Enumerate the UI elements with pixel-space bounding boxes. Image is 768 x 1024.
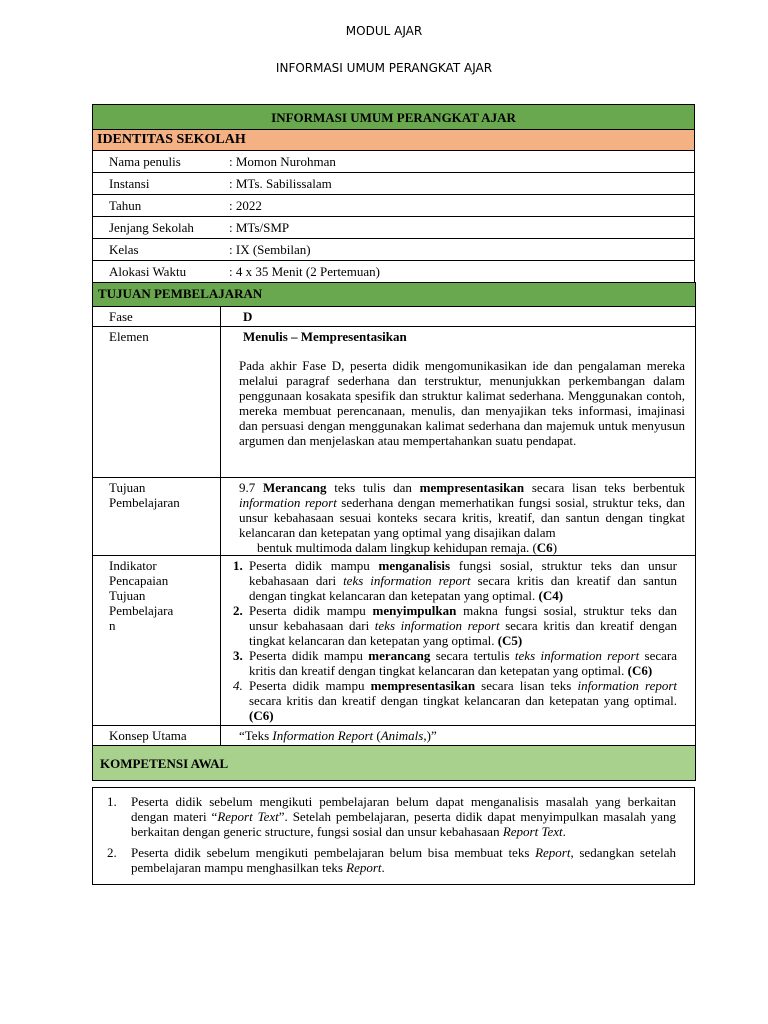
konsep-value: [221, 726, 696, 746]
table-row: [93, 556, 696, 726]
item-text: Peserta didik mampu: [249, 603, 373, 618]
item-number: 1.: [233, 558, 243, 573]
doc-title: MODUL AJAR: [345, 24, 423, 38]
tp-text: teks tulis dan: [326, 480, 420, 495]
row-value: : MTs/SMP: [229, 220, 290, 235]
item-text: .: [381, 860, 385, 875]
item-text: Peserta didik sebelum mengikuti pembelajaran belum dapat menganalisis masalah yang berkaitan dengan materi “: [131, 794, 676, 824]
row-value: : 4 x 35 Menit (2 Pertemuan): [229, 264, 380, 279]
item-text: Peserta didik mampu: [249, 678, 371, 693]
row-label: Kelas: [109, 242, 139, 257]
tp-verb: Merancang: [263, 480, 327, 495]
indikator-label-line: Pencapaian: [109, 573, 169, 588]
indikator-label-line: Pembelajara: [109, 603, 174, 618]
row-value: : 2022: [229, 198, 262, 213]
tp-text: secara lisan teks berbentuk: [524, 480, 686, 495]
tp-verb: mempresentasikan: [419, 480, 525, 495]
item-number: 3.: [233, 648, 243, 663]
elemen-value: Menulis – Mempresentasikan: [243, 329, 407, 344]
tp-label-line: Pembelajaran: [109, 495, 180, 510]
tp-italic: information report: [239, 495, 337, 510]
elemen-description: Pada akhir Fase D, peserta didik mengomunikasikan ide dan pengalaman mereka melalui paragraf sederhana dan terstruktur, menunjukkan perkembangan dalam penggunaan kosakata spesifik dan struktur kalimat sederhana. Menggunakan contoh, mereka membuat perencanaan, menulis, dan menyajikan teks informasi, imajinasi dan persuasi dengan menggunakan kalimat sederhana dan majemuk untuk menyusun argumen dan menjelaskan atau mempertahankan suatu pendapat.: [239, 358, 685, 448]
item-italic: teks information report: [374, 618, 500, 633]
tp-number: 9.7: [239, 480, 263, 495]
item-italic: Report: [535, 845, 571, 860]
item-code: (C4): [538, 588, 564, 603]
table-row: [93, 239, 695, 261]
item-number: 2.: [233, 603, 243, 618]
table-row: [93, 726, 696, 746]
kompetensi-heading: KOMPETENSI AWAL: [93, 746, 696, 781]
table-row: [93, 217, 695, 239]
item-text: makna fungsi sosial, struktur teks dan unsur kebahasaan dari: [249, 603, 677, 633]
item-verb: menyimpulkan: [372, 603, 457, 618]
table-row: [93, 327, 696, 478]
item-text: secara tertulis: [430, 648, 515, 663]
item-italic: Report: [346, 860, 382, 875]
item-text: secara kritis dan kreatif dan santun dengan tingkat kelancaran dan ketepatan yang optimal.: [249, 573, 678, 603]
identitas-table: [92, 104, 695, 283]
table-row: [93, 261, 695, 283]
item-verb: merancang: [368, 648, 431, 663]
item-text: Peserta didik sebelum mengikuti pembelajaran belum bisa membuat teks: [131, 845, 536, 860]
tujuan-heading: TUJUAN PEMBELAJARAN: [93, 283, 696, 307]
konsep-text: (: [373, 728, 381, 743]
row-value: : IX (Sembilan): [229, 242, 311, 257]
row-label: Nama penulis: [109, 154, 181, 169]
tujuan-pembelajaran-last-line: [239, 540, 685, 555]
konsep-italic: Animals: [380, 728, 424, 743]
item-text: .: [562, 824, 566, 839]
item-number: 4.: [233, 678, 243, 693]
row-label: Alokasi Waktu: [109, 264, 187, 279]
konsep-text: “Teks: [239, 728, 273, 743]
item-italic: Report Text: [217, 809, 279, 824]
elemen-label: Elemen: [93, 327, 221, 478]
table-row: [93, 307, 696, 327]
identitas-heading: IDENTITAS SEKOLAH: [93, 130, 695, 151]
row-value: : MTs. Sabilissalam: [229, 176, 332, 191]
kompetensi-table: [92, 787, 695, 885]
item-code: (C6): [627, 663, 653, 678]
indikator-label-line: Tujuan: [109, 588, 146, 603]
indikator-label-line: Indikator: [109, 558, 157, 573]
list-item: [233, 603, 677, 648]
item-text: secara kritis dan kreatif dengan tingkat kelancaran dan ketepatan yang optimal.: [249, 648, 677, 678]
list-item: [107, 794, 676, 839]
row-label: Instansi: [109, 176, 150, 191]
item-number: 2.: [107, 845, 117, 860]
item-text: fungsi sosial, struktur teks dan unsur kebahasaan dari: [249, 558, 677, 588]
fase-label: Fase: [93, 307, 221, 327]
tp-label-line: Tujuan: [109, 480, 146, 495]
table-row: [93, 173, 695, 195]
item-text: Peserta didik mampu: [249, 648, 369, 663]
item-text: secara kritis dan kreatif dengan tingkat kelancaran dan ketepatan yang optimal.: [249, 618, 677, 648]
table-row: [93, 195, 695, 217]
item-italic: teks information report: [514, 648, 640, 663]
item-verb: mempresentasikan: [370, 678, 476, 693]
tp-text: bentuk multimoda dalam lingkup kehidupan remaja. (: [257, 540, 537, 555]
item-italic: Report Text: [502, 824, 563, 839]
tp-code: C6: [536, 540, 553, 555]
row-label: Jenjang Sekolah: [109, 220, 194, 235]
fase-value: D: [221, 307, 696, 327]
row-label: Tahun: [109, 198, 142, 213]
indikator-label-line: n: [109, 618, 116, 633]
doc-subtitle: INFORMASI UMUM PERANGKAT AJAR: [275, 61, 493, 75]
info-table-wrapper: [92, 104, 695, 885]
item-code: (C6): [249, 708, 274, 723]
table-header: INFORMASI UMUM PERANGKAT AJAR: [93, 105, 695, 130]
row-value: : Momon Nurohman: [229, 154, 336, 169]
tp-text: sederhana dengan memerhatikan fungsi sosial, struktur teks, dan unsur kebahasaan sesuai konteks secara kritis, kreatif, dan santun dengan tingkat kelancaran dan ketepatan yang optimal yang disajikan dalam: [239, 495, 685, 540]
item-text: secara kritis dan kreatif dengan tingkat kelancaran dan ketepatan yang optimal.: [249, 693, 677, 708]
table-row: [93, 151, 695, 173]
list-item: [107, 845, 676, 875]
item-text: , sedangkan setelah pembelajaran mampu menghasilkan teks: [131, 845, 676, 875]
list-item: [233, 678, 677, 723]
item-text: ”. Setelah pembelajaran, peserta didik dapat menyimpulkan masalah yang berkaitan dengan generic structure, fungsi sosial dan unsur kebahasaan: [131, 809, 677, 839]
konsep-label: Konsep Utama: [93, 726, 221, 746]
item-verb: menganalisis: [378, 558, 451, 573]
item-text: secara lisan teks: [475, 678, 578, 693]
item-code: (C5): [497, 633, 523, 648]
tp-text: ): [552, 540, 558, 555]
item-text: Peserta didik mampu: [249, 558, 379, 573]
list-item: [233, 648, 677, 678]
konsep-italic: Information Report: [272, 728, 374, 743]
konsep-text: ,)”: [423, 728, 437, 743]
table-row: [93, 478, 696, 556]
item-italic: information report: [577, 678, 678, 693]
tujuan-pembelajaran-text: [239, 480, 685, 540]
tujuan-table: [92, 282, 696, 781]
item-number: 1.: [107, 794, 117, 809]
item-italic: teks information report: [343, 573, 471, 588]
list-item: [233, 558, 677, 603]
